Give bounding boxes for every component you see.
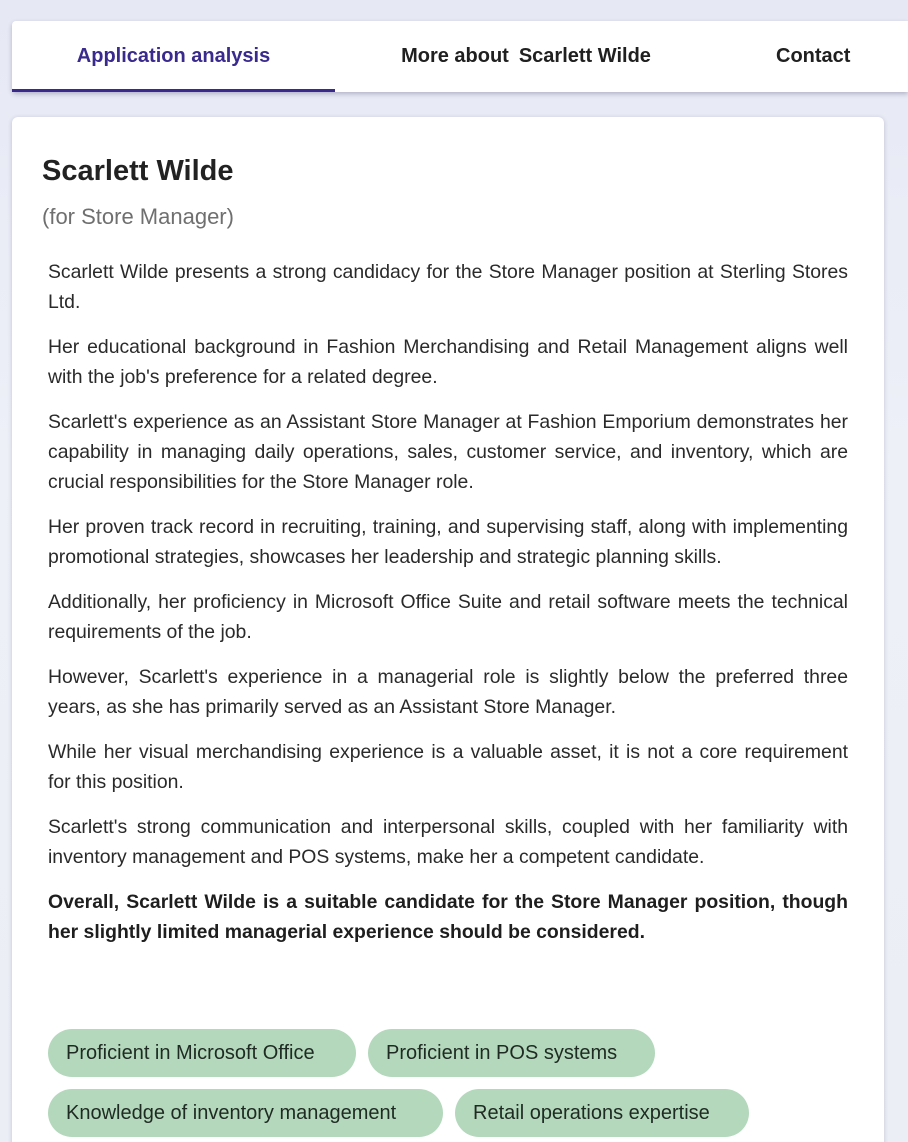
analysis-body [48, 257, 848, 962]
tab-application-analysis[interactable] [12, 21, 335, 92]
skill-chip: Proficient in Microsoft Office [48, 1029, 356, 1077]
analysis-paragraph: However, Scarlett's experience in a managerial role is slightly below the preferred three years, as she has primarily served as an Assistant Store Manager. [48, 666, 848, 718]
tab-application-analysis-label: Application analysis [76, 45, 271, 67]
tab-more-about-prefix: More about [401, 45, 509, 67]
analysis-paragraph: Her proven track record in recruiting, training, and supervising staff, along with implementing promotional strategies, showcases her leadership and strategic planning skills. [48, 516, 848, 568]
skill-chip: Retail operations expertise [455, 1089, 749, 1137]
analysis-paragraph: Scarlett's experience as an Assistant Store Manager at Fashion Emporium demonstrates her capability in managing daily operations, sales, customer service, and inventory, which are crucial responsibilities for the Store Manager role. [48, 411, 848, 493]
analysis-card [12, 117, 884, 1142]
analysis-paragraph: While her visual merchandising experience is a valuable asset, it is not a core requirement for this position. [48, 741, 848, 793]
analysis-summary: Overall, Scarlett Wilde is a suitable candidate for the Store Manager position, though her slightly limited managerial experience should be considered. [48, 891, 848, 943]
tab-contact-label: Contact [776, 45, 851, 67]
candidate-name: Scarlett Wilde [42, 155, 234, 187]
tab-bar [12, 21, 908, 92]
skill-chips [48, 1029, 848, 1137]
analysis-paragraph: Scarlett Wilde presents a strong candidacy for the Store Manager position at Sterling Stores Ltd. [48, 261, 848, 313]
skill-chip: Knowledge of inventory management [48, 1089, 443, 1137]
tab-more-about[interactable] [335, 21, 717, 92]
candidate-role: (for Store Manager) [42, 204, 234, 229]
tab-contact[interactable] [717, 21, 908, 92]
tab-more-about-name: Scarlett Wilde [518, 45, 651, 67]
analysis-paragraph: Scarlett's strong communication and interpersonal skills, coupled with her familiarity with inventory management and POS systems, make her a competent candidate. [48, 816, 848, 868]
analysis-paragraph: Additionally, her proficiency in Microsoft Office Suite and retail software meets the technical requirements of the job. [48, 591, 848, 643]
skill-chip: Proficient in POS systems [368, 1029, 655, 1077]
analysis-paragraph: Her educational background in Fashion Merchandising and Retail Management aligns well with the job's preference for a related degree. [48, 336, 848, 388]
